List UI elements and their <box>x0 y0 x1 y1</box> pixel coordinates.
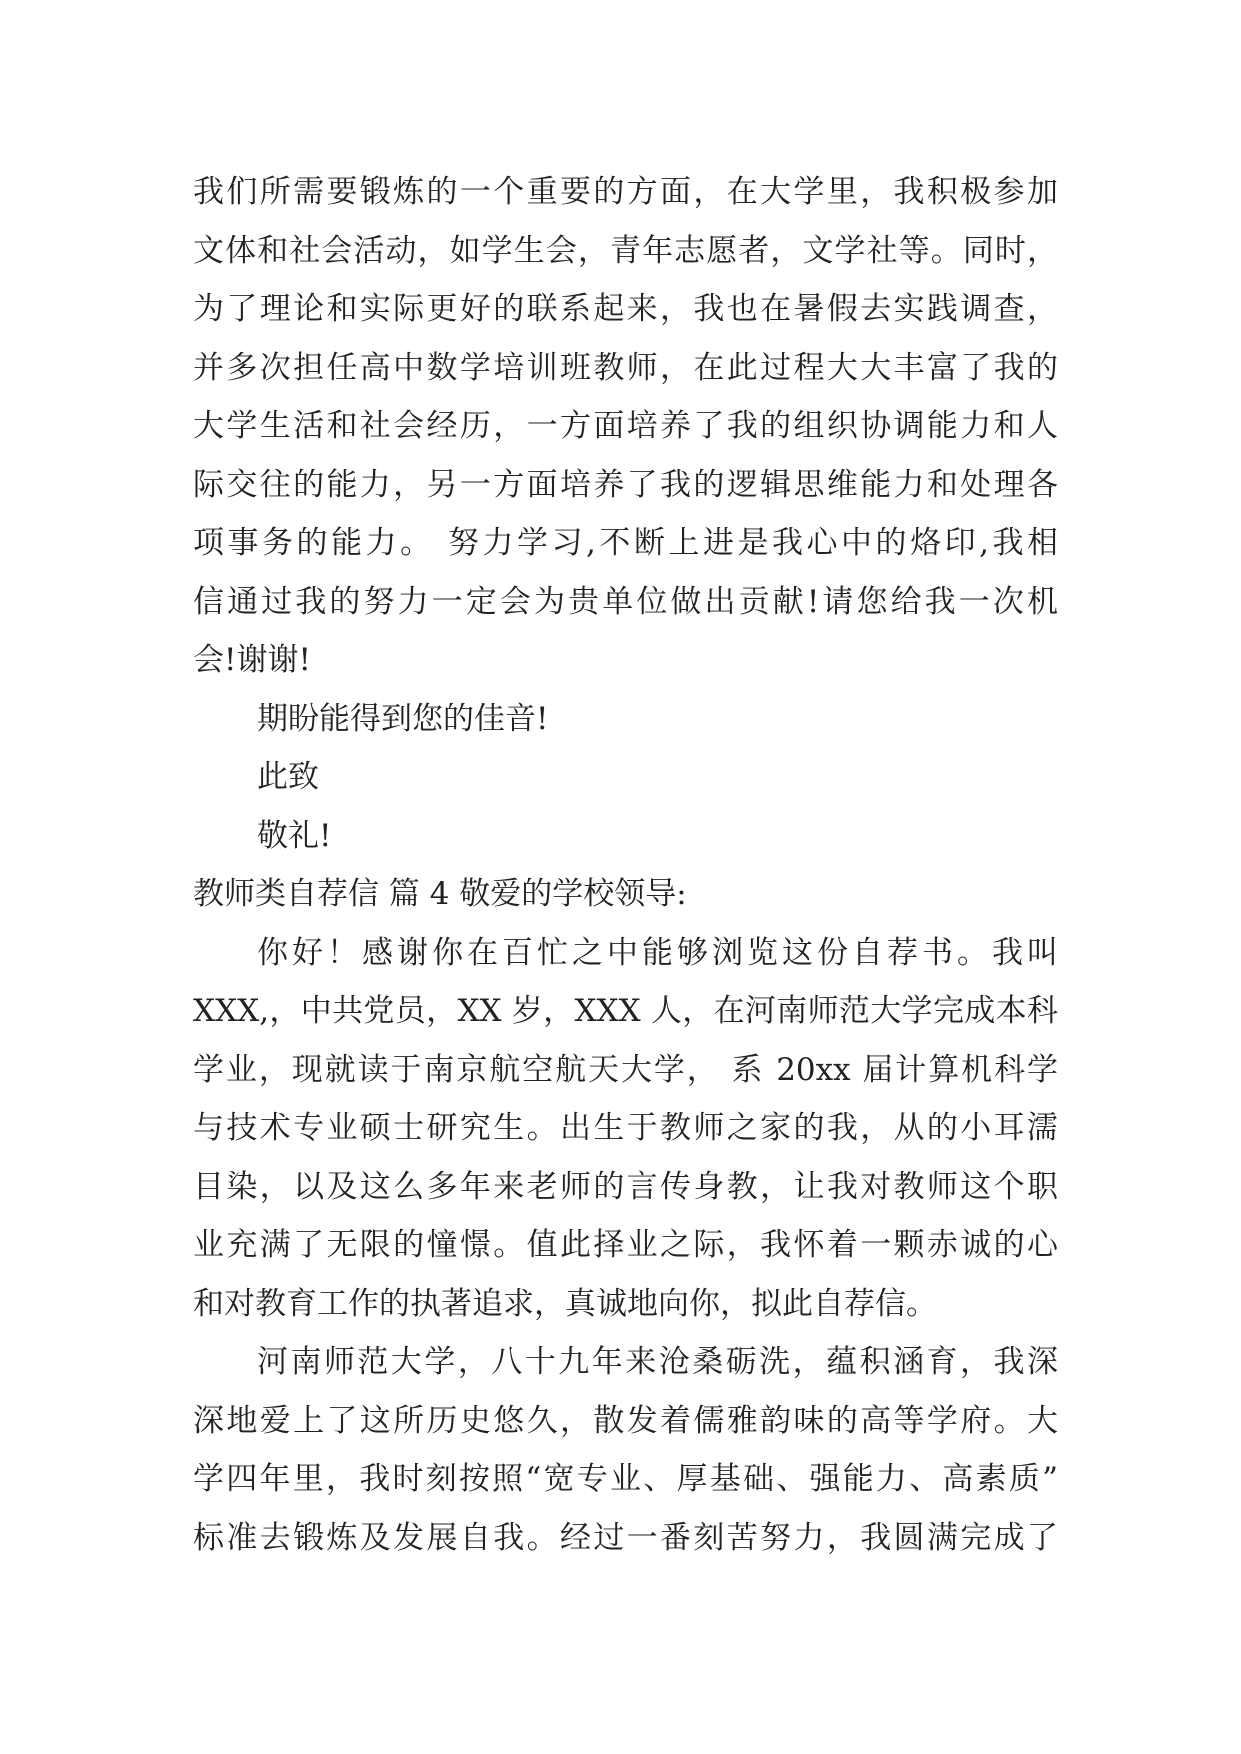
text-line: 大学生活和社会经历，一方面培养了我的组织协调能力和人 <box>193 408 1058 444</box>
text-line: 文体和社会活动，如学生会，青年志愿者，文学社等。同时， <box>193 232 1058 269</box>
text-line: 为了理论和实际更好的联系起来，我也在暑假去实践调查， <box>193 291 1058 327</box>
text-line: 会!谢谢! <box>193 642 311 678</box>
text-line: 和对教育工作的执著追求，真诚地向你，拟此自荐信。 <box>193 1285 937 1322</box>
text-line: 学业，现就读于南京航空航天大学， 系 20xx 届计算机科学 <box>193 1051 1058 1088</box>
closing-wish: 期盼能得到您的佳音! <box>257 700 549 737</box>
text-line: 学四年里，我时刻按照“宽专业、厚基础、强能力、高素质” <box>193 1461 1058 1497</box>
text-line: 际交往的能力，另一方面培养了我的逻辑思维能力和处理各 <box>193 466 1058 503</box>
text-line: 项事务的能力。 努力学习,不断上进是我心中的烙印,我相 <box>193 525 1058 561</box>
text-line: 深地爱上了这所历史悠久，散发着儒雅韵味的高等学府。大 <box>193 1402 1058 1439</box>
text-line: 并多次担任高中数学培训班教师，在此过程大大丰富了我的 <box>193 349 1058 386</box>
text-line: 目染，以及这么多年来老师的言传身教，让我对教师这个职 <box>193 1168 1058 1205</box>
text-line: 你好！感谢你在百忙之中能够浏览这份自荐书。我叫 <box>257 934 1058 971</box>
text-line: 信通过我的努力一定会为贵单位做出贡献!请您给我一次机 <box>193 583 1058 620</box>
closing-regards: 敬礼! <box>257 817 332 854</box>
text-line: 与技术专业硕士研究生。出生于教师之家的我，从的小耳濡 <box>193 1110 1058 1146</box>
closing-salutation: 此致 <box>257 759 319 795</box>
text-line: 标准去锻炼及发展自我。经过一番刻苦努力，我圆满完成了 <box>193 1519 1058 1556</box>
text-line: 我们所需要锻炼的一个重要的方面，在大学里，我积极参加 <box>193 174 1058 210</box>
letter-body <box>193 163 1058 1567</box>
text-line: XXX,，中共党员，XX 岁，XXX 人，在河南师范大学完成本科 <box>193 993 1058 1029</box>
text-line: 业充满了无限的憧憬。值此择业之际，我怀着一颗赤诚的心 <box>193 1227 1058 1263</box>
section-heading: 教师类自荐信 篇 4 敬爱的学校领导: <box>193 876 687 912</box>
text-line: 河南师范大学，八十九年来沧桑砺洗，蕴积涵育，我深 <box>257 1344 1058 1380</box>
